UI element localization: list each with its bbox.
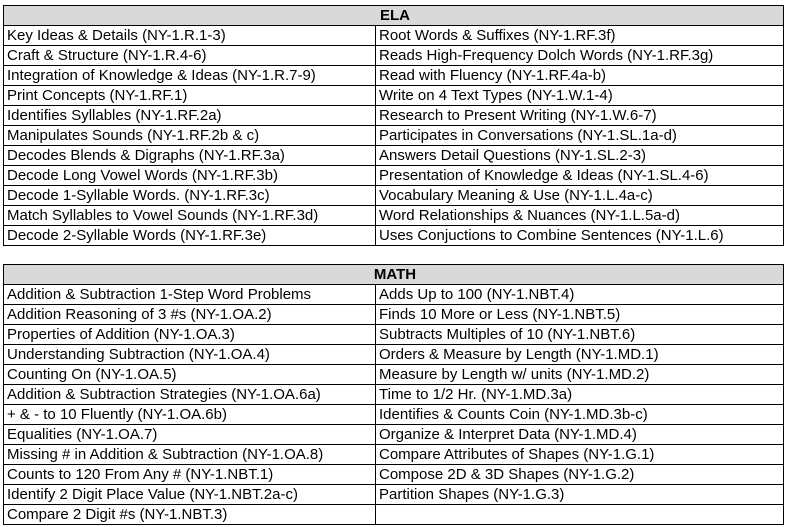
standard-cell: Reads High-Frequency Dolch Words (NY-1.RF.3g) xyxy=(376,46,784,66)
table-row xyxy=(4,146,784,166)
standard-cell: Research to Present Writing (NY-1.W.6-7) xyxy=(376,106,784,126)
ela-table xyxy=(3,5,784,246)
math-table xyxy=(3,264,784,525)
table-row xyxy=(4,206,784,226)
table-row xyxy=(4,425,784,445)
table-row xyxy=(4,46,784,66)
standard-cell: Key Ideas & Details (NY-1.R.1-3) xyxy=(4,26,376,46)
standard-cell: Integration of Knowledge & Ideas (NY-1.R.7-9) xyxy=(4,66,376,86)
math-title: MATH xyxy=(4,265,784,285)
standard-cell: Identify 2 Digit Place Value (NY-1.NBT.2a-c) xyxy=(4,485,376,505)
table-row xyxy=(4,186,784,206)
table-row xyxy=(4,285,784,305)
table-row xyxy=(4,126,784,146)
standard-cell: Uses Conjuctions to Combine Sentences (NY-1.L.6) xyxy=(376,226,784,246)
standard-cell: Craft & Structure (NY-1.R.4-6) xyxy=(4,46,376,66)
standard-cell: + & - to 10 Fluently (NY-1.OA.6b) xyxy=(4,405,376,425)
standard-cell: Counts to 120 From Any # (NY-1.NBT.1) xyxy=(4,465,376,485)
standard-cell: Addition & Subtraction 1-Step Word Problems xyxy=(4,285,376,305)
table-row xyxy=(4,305,784,325)
table-row xyxy=(4,106,784,126)
table-row xyxy=(4,405,784,425)
table-row xyxy=(4,385,784,405)
standard-cell: Decode 2-Syllable Words (NY-1.RF.3e) xyxy=(4,226,376,246)
table-row xyxy=(4,365,784,385)
table-row xyxy=(4,226,784,246)
table-row xyxy=(4,485,784,505)
standard-cell: Presentation of Knowledge & Ideas (NY-1.SL.4-6) xyxy=(376,166,784,186)
standard-cell: Compare 2 Digit #s (NY-1.NBT.3) xyxy=(4,505,376,525)
standard-cell: Write on 4 Text Types (NY-1.W.1-4) xyxy=(376,86,784,106)
standard-cell: Vocabulary Meaning & Use (NY-1.L.4a-c) xyxy=(376,186,784,206)
standard-cell: Decodes Blends & Digraphs (NY-1.RF.3a) xyxy=(4,146,376,166)
standard-cell: Word Relationships & Nuances (NY-1.L.5a-d) xyxy=(376,206,784,226)
standard-cell: Manipulates Sounds (NY-1.RF.2b & c) xyxy=(4,126,376,146)
standard-cell: Time to 1/2 Hr. (NY-1.MD.3a) xyxy=(376,385,784,405)
standard-cell: Finds 10 More or Less (NY-1.NBT.5) xyxy=(376,305,784,325)
standard-cell: Understanding Subtraction (NY-1.OA.4) xyxy=(4,345,376,365)
table-row xyxy=(4,86,784,106)
standard-cell xyxy=(376,505,784,525)
table-row xyxy=(4,325,784,345)
standard-cell: Organize & Interpret Data (NY-1.MD.4) xyxy=(376,425,784,445)
standard-cell: Counting On (NY-1.OA.5) xyxy=(4,365,376,385)
standard-cell: Equalities (NY-1.OA.7) xyxy=(4,425,376,445)
standard-cell: Measure by Length w/ units (NY-1.MD.2) xyxy=(376,365,784,385)
standard-cell: Identifies Syllables (NY-1.RF.2a) xyxy=(4,106,376,126)
standard-cell: Addition & Subtraction Strategies (NY-1.OA.6a) xyxy=(4,385,376,405)
standard-cell: Decode 1-Syllable Words. (NY-1.RF.3c) xyxy=(4,186,376,206)
standard-cell: Match Syllables to Vowel Sounds (NY-1.RF.3d) xyxy=(4,206,376,226)
standard-cell: Adds Up to 100 (NY-1.NBT.4) xyxy=(376,285,784,305)
standard-cell: Compose 2D & 3D Shapes (NY-1.G.2) xyxy=(376,465,784,485)
standard-cell: Orders & Measure by Length (NY-1.MD.1) xyxy=(376,345,784,365)
standard-cell: Read with Fluency (NY-1.RF.4a-b) xyxy=(376,66,784,86)
table-row xyxy=(4,66,784,86)
standard-cell: Partition Shapes (NY-1.G.3) xyxy=(376,485,784,505)
standard-cell: Properties of Addition (NY-1.OA.3) xyxy=(4,325,376,345)
standard-cell: Addition Reasoning of 3 #s (NY-1.OA.2) xyxy=(4,305,376,325)
standard-cell: Participates in Conversations (NY-1.SL.1a-d) xyxy=(376,126,784,146)
standard-cell: Compare Attributes of Shapes (NY-1.G.1) xyxy=(376,445,784,465)
table-row xyxy=(4,345,784,365)
ela-header-row xyxy=(4,6,784,26)
standard-cell: Subtracts Multiples of 10 (NY-1.NBT.6) xyxy=(376,325,784,345)
ela-title: ELA xyxy=(4,6,784,26)
section-gap xyxy=(3,247,783,263)
table-row xyxy=(4,505,784,525)
table-row xyxy=(4,445,784,465)
standard-cell: Print Concepts (NY-1.RF.1) xyxy=(4,86,376,106)
table-row xyxy=(4,465,784,485)
standard-cell: Answers Detail Questions (NY-1.SL.2-3) xyxy=(376,146,784,166)
standard-cell: Identifies & Counts Coin (NY-1.MD.3b-c) xyxy=(376,405,784,425)
table-row xyxy=(4,166,784,186)
math-header-row xyxy=(4,265,784,285)
table-row xyxy=(4,26,784,46)
standard-cell: Decode Long Vowel Words (NY-1.RF.3b) xyxy=(4,166,376,186)
standard-cell: Root Words & Suffixes (NY-1.RF.3f) xyxy=(376,26,784,46)
standard-cell: Missing # in Addition & Subtraction (NY-1.OA.8) xyxy=(4,445,376,465)
